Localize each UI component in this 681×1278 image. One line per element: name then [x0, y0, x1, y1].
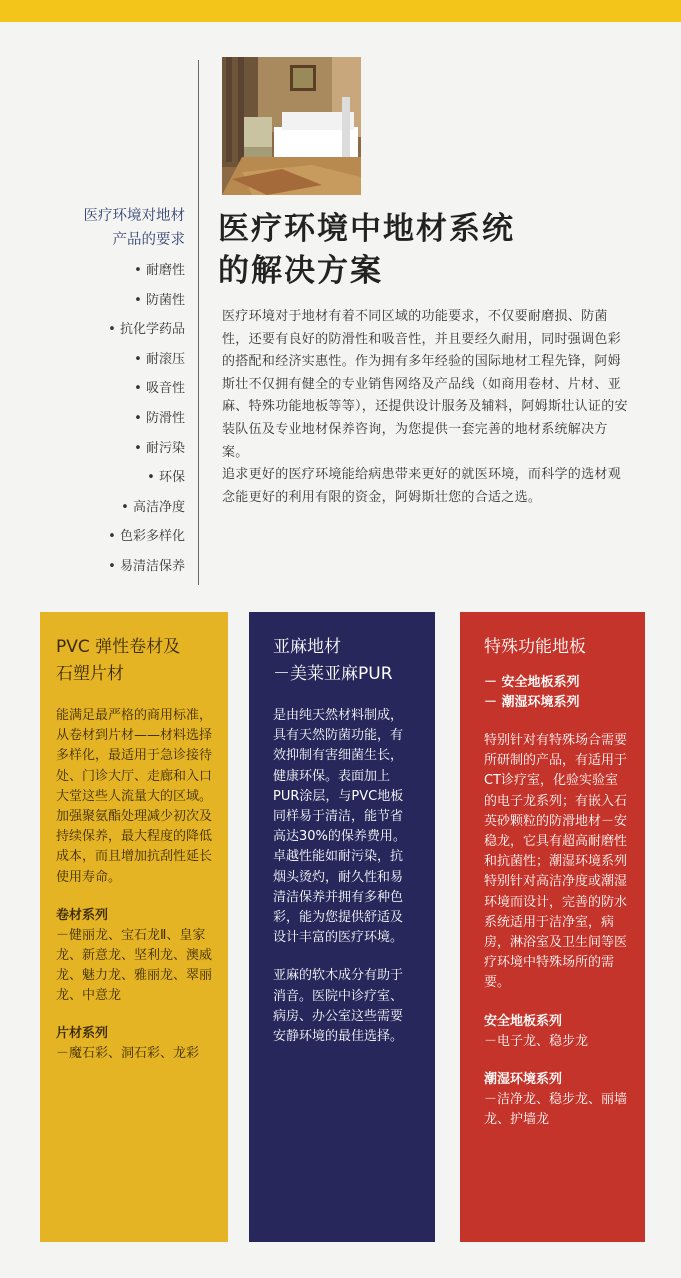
requirements-list — [108, 256, 185, 582]
linoleum-title-line2: －美莱亚麻PUR — [273, 664, 393, 684]
special-humid-series-list: －洁净龙、稳步龙、丽墙龙、护墙龙 — [484, 1091, 628, 1127]
linoleum-title-line1: 亚麻地材 — [273, 637, 341, 657]
requirement-item: • 耐滚压 — [108, 345, 185, 375]
pvc-title-line1: PVC 弹性卷材及 — [56, 637, 181, 657]
linoleum-card — [249, 612, 435, 1242]
pvc-tile-series-title: 片材系列 — [56, 1025, 109, 1041]
requirement-item: • 高洁净度 — [108, 493, 185, 523]
pvc-description: 能满足最严格的商用标准，从卷材到片材——材料选择多样化，最适用于急诊接待处、门诊大厅、走廊和入口大堂这些人流量大的区域。加强聚氨酯处理减少初次及持续保养，最大程度的降低成本，而且增加抗刮性延长使用寿命。 — [56, 708, 213, 885]
requirement-item: • 耐磨性 — [108, 256, 185, 286]
requirement-item: • 抗化学药品 — [108, 315, 185, 345]
requirements-heading-line2: 产品的要求 — [112, 232, 185, 248]
vertical-divider — [198, 60, 199, 585]
main-title — [218, 208, 515, 292]
pvc-card-title — [56, 634, 212, 688]
requirement-item: • 色彩多样化 — [108, 522, 185, 552]
main-paragraph-2: 追求更好的医疗环境能给病患带来更好的就医环境，而科学的选材观念能更好的利用有限的资金，阿姆斯壮您的合适之选。 — [222, 467, 622, 505]
main-title-line2: 的解决方案 — [218, 253, 383, 289]
pvc-roll-series-list: －健丽龙、宝石龙Ⅱ、皇家龙、新意龙、坚利龙、澳威龙、魅力龙、雅丽龙、翠丽龙、中意龙 — [56, 927, 213, 1003]
special-subtitle-safety: － 安全地板系列 — [484, 675, 580, 690]
requirement-item: • 易清洁保养 — [108, 552, 185, 582]
linoleum-card-title — [273, 634, 415, 688]
requirement-item: • 环保 — [108, 463, 185, 493]
hospital-room-photo — [222, 57, 361, 195]
requirement-item: • 防滑性 — [108, 404, 185, 434]
special-card-title: 特殊功能地板 — [484, 637, 586, 657]
pvc-tile-series-list: －魔石彩、洞石彩、龙彩 — [56, 1045, 200, 1061]
special-card — [460, 612, 645, 1242]
linoleum-description: 是由纯天然材料制成，具有天然防菌功能，有效抑制有害细菌生长，健康环保。表面加上PUR涂层，与PVC地板同样易于清洁，能节省高达30%的保养费用。卓越性能如耐污染，抗烟头烫灼，耐久性和易清洁保养并拥有多种色彩，能为您提供舒适及设计丰富的医疗环境。 — [273, 708, 406, 946]
special-safety-series-list: －电子龙、稳步龙 — [484, 1033, 589, 1049]
main-paragraph-1: 医疗环境对于地材有着不同区域的功能要求，不仅要耐磨损、防菌性，还要有良好的防滑性和吸音性，并且要经久耐用，同时强调色彩的搭配和经济实惠性。作为拥有多年经验的国际地材工程先锋，阿姆斯壮不仅拥有健全的专业销售网络及产品线（如商用卷材、片材、亚麻、特殊功能地板等等），还提供设计服务及辅料，阿姆斯壮认证的安装队伍及专业地材保养咨询，为您提供一套完善的地材系统解决方案。 — [222, 309, 628, 460]
top-color-band — [0, 0, 681, 22]
linoleum-description-2: 亚麻的软木成分有助于消音。医院中诊疗室、病房、办公室这些需要安静环境的最佳选择。 — [273, 968, 404, 1045]
requirements-heading — [84, 204, 186, 252]
requirement-item: • 吸音性 — [108, 374, 185, 404]
special-subtitles — [484, 673, 627, 713]
requirement-item: • 防菌性 — [108, 286, 185, 316]
requirements-heading-line1: 医疗环境对地材 — [83, 208, 185, 224]
special-subtitle-humid: － 潮湿环境系列 — [484, 695, 580, 710]
special-safety-series-title: 安全地板系列 — [484, 1013, 563, 1029]
main-title-line1: 医疗环境中地材系统 — [218, 211, 515, 247]
pvc-card — [40, 612, 228, 1242]
special-description: 特别针对有特殊场合需要所研制的产品，有适用于CT诊疗室，化验实验室的电子龙系列；有嵌入石英砂颗粒的防滑地材－安稳龙，它具有超高耐磨性和抗菌性；潮湿环境系列特别针对高洁净度或潮湿环境而设计，完善的防水系统适用于洁净室，病房，淋浴室及卫生间等医疗环境中特殊场所的需要。 — [484, 733, 628, 991]
pvc-roll-series-title: 卷材系列 — [56, 907, 109, 923]
main-body — [222, 306, 632, 509]
pvc-title-line2: 石塑片材 — [56, 664, 124, 684]
requirement-item: • 耐污染 — [108, 434, 185, 464]
special-humid-series-title: 潮湿环境系列 — [484, 1071, 563, 1087]
